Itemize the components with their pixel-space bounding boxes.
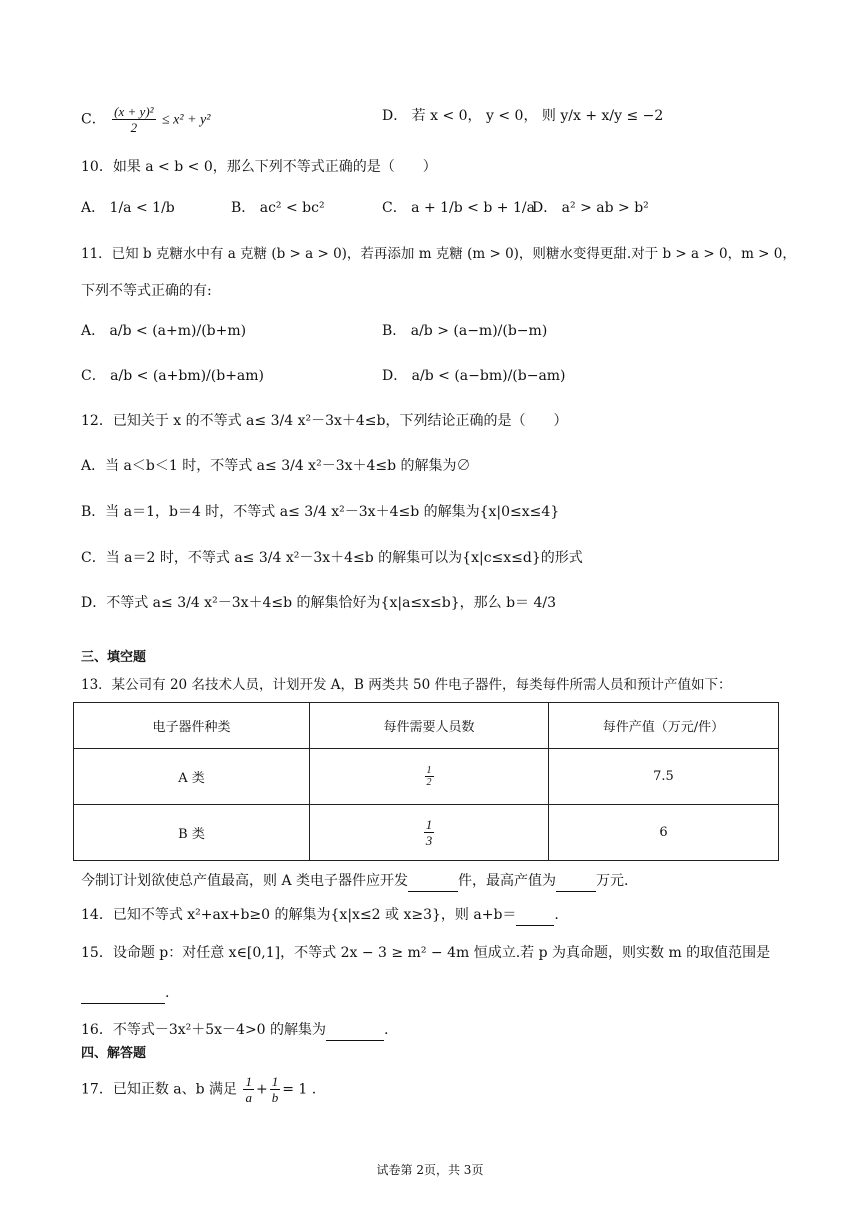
- q10-option-d: D． a² > ab > b²: [532, 200, 649, 216]
- table-cell-value: 7.5: [549, 749, 779, 805]
- q11-stem-2: 下列不等式正确的有:: [81, 283, 212, 299]
- q10-option-c: C． a + 1/b < b + 1/a: [382, 200, 535, 216]
- q12-option-d: D．不等式 a≤ 3/4 x²－3x＋4≤b 的解集恰好为{x|a≤x≤b}，那么 b＝ 4/3: [81, 595, 557, 611]
- q12-stem: 12．已知关于 x 的不等式 a≤ 3/4 x²－3x＋4≤b，下列结论正确的是（ ）: [81, 413, 568, 429]
- q10-stem: 10．如果 a < b < 0，那么下列不等式正确的是（ ）: [81, 159, 437, 175]
- answer-blank[interactable]: [408, 871, 458, 892]
- answer-blank[interactable]: [516, 905, 554, 926]
- q11-option-b: B． a/b > (a−m)/(b−m): [382, 323, 548, 339]
- q11-option-d: D． a/b < (a−bm)/(b−am): [382, 368, 566, 384]
- q14: 14．已知不等式 x²+ax+b≥0 的解集为{x|x≤2 或 x≥3}，则 a+b＝ .: [81, 905, 559, 926]
- answer-blank[interactable]: [326, 1020, 384, 1041]
- q13-question: 今制订计划欲使总产值最高，则 A 类电子器件应开发 件，最高产值为 万元.: [81, 871, 628, 892]
- answer-blank[interactable]: [81, 983, 165, 1004]
- q10-option-a: A． 1/a < 1/b: [81, 200, 175, 216]
- section-fill-in-title: 三、填空题: [81, 650, 147, 665]
- q16: 16．不等式－3x²＋5x－4>0 的解集为 .: [81, 1020, 388, 1041]
- table-cell-value: 6: [549, 805, 779, 861]
- q9-option-c: C． $\frac{\text{(x + y)²}}{2}$ ≤ x² + y²: [81, 104, 211, 135]
- page-footer: 试卷第 2页，共 3页: [376, 1163, 484, 1177]
- q10-option-b: B． ac² < bc²: [231, 200, 325, 216]
- table-cell-people: $\frac{1}{3}$: [310, 805, 549, 861]
- table-row: [74, 749, 779, 805]
- table-cell-people: $\frac{1}{2}$: [310, 749, 549, 805]
- table-header-cell: 每件产值（万元/件）: [549, 703, 779, 749]
- q15-answer: .: [81, 983, 169, 1004]
- q9-option-d: D． 若 x < 0， y < 0， 则 y/x + x/y ≤ −2: [382, 108, 664, 124]
- q11-stem: 11．已知 b 克糖水中有 a 克糖 (b > a > 0)，若再添加 m 克糖 (m > 0)，则糖水变得更甜.对于 b > a > 0，m > 0，: [81, 246, 796, 262]
- table-row: [74, 805, 779, 861]
- q12-option-b: B．当 a＝1，b＝4 时，不等式 a≤ 3/4 x²－3x＋4≤b 的解集为{x|0≤x≤4}: [81, 504, 560, 520]
- table-cell-type: B 类: [74, 805, 310, 861]
- q11-option-c: C． a/b < (a+bm)/(b+am): [81, 368, 265, 384]
- answer-blank[interactable]: [556, 871, 596, 892]
- q13-stem: 13．某公司有 20 名技术人员，计划开发 A，B 两类共 50 件电子器件，每类每件所需人员和预计产值如下：: [81, 677, 732, 693]
- q12-option-c: C．当 a＝2 时，不等式 a≤ 3/4 x²－3x＋4≤b 的解集可以为{x|c≤x≤d}的形式: [81, 550, 583, 566]
- q17-stem: 17．已知正数 a、b 满足 $\frac{1}{a}$ + $\frac{1}{b}$ = 1 .: [81, 1074, 317, 1105]
- table-cell-type: A 类: [74, 749, 310, 805]
- table-header-row: [74, 703, 779, 749]
- table-header-cell: 电子器件种类: [74, 703, 310, 749]
- q11-option-a: A． a/b < (a+m)/(b+m): [81, 323, 247, 339]
- table-header-cell: 每件需要人员数: [310, 703, 549, 749]
- q13-table: [73, 702, 779, 861]
- section-answer-title: 四、解答题: [81, 1046, 147, 1061]
- q12-option-a: A．当 a＜b＜1 时，不等式 a≤ 3/4 x²－3x＋4≤b 的解集为∅: [81, 458, 471, 474]
- q15-stem: 15．设命题 p：对任意 x∈[0,1]，不等式 2x − 3 ≥ m² − 4m 恒成立.若 p 为真命题，则实数 m 的取值范围是: [81, 945, 771, 961]
